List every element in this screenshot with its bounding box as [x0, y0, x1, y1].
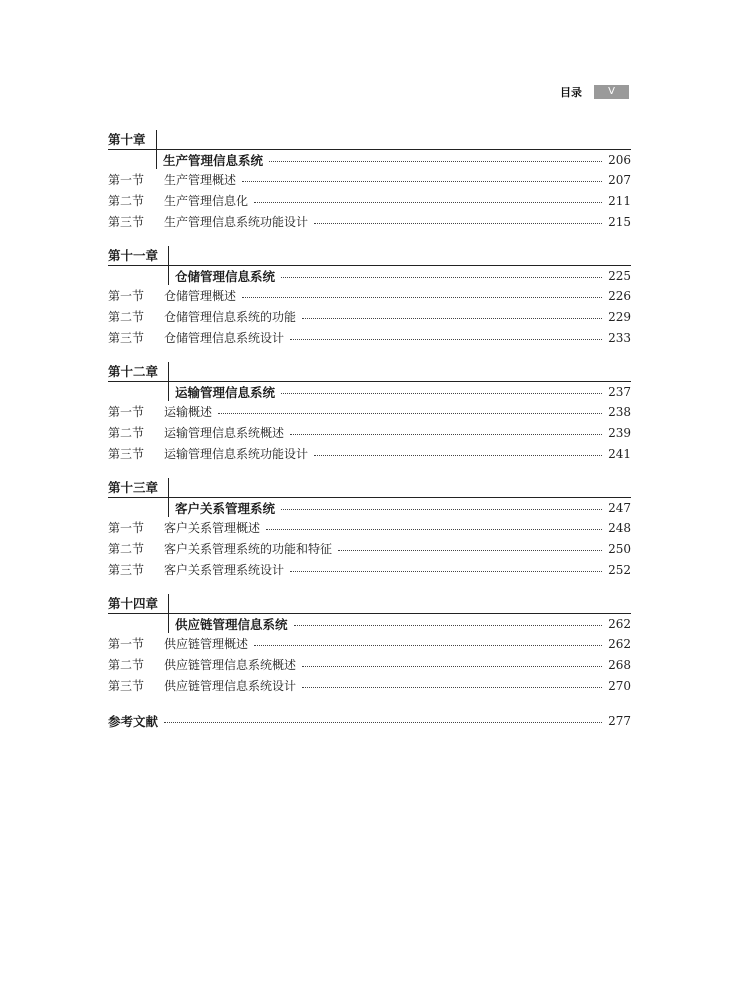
dot-leader — [218, 413, 602, 414]
section-page-number: 233 — [608, 330, 631, 345]
dot-leader — [269, 161, 602, 162]
section-title: 供应链管理概述 — [164, 637, 249, 651]
chapter-label: 第十一章 — [108, 246, 169, 265]
section-title: 供应链管理信息系统设计 — [164, 679, 297, 693]
section-page-number: 268 — [608, 657, 631, 672]
section-number: 第一节 — [108, 521, 145, 535]
section-page-number: 241 — [608, 446, 631, 461]
section-title: 客户关系管理系统设计 — [164, 563, 285, 577]
dot-leader — [254, 202, 602, 203]
section-page-number: 270 — [608, 678, 631, 693]
section-number: 第三节 — [108, 563, 145, 577]
chapter-title: 生产管理信息系统 — [163, 152, 264, 168]
chapter-page-number: 206 — [608, 152, 631, 167]
dot-leader — [314, 455, 602, 456]
section-title: 运输管理信息系统概述 — [164, 426, 285, 440]
section-row[interactable] — [108, 285, 631, 306]
section-number: 第一节 — [108, 637, 145, 651]
chapter-divider — [108, 150, 157, 169]
references-row[interactable] — [108, 710, 631, 731]
section-title: 生产管理信息系统功能设计 — [164, 215, 309, 229]
section-row[interactable] — [108, 306, 631, 327]
dot-leader — [294, 625, 603, 626]
section-page-number: 252 — [608, 562, 631, 577]
dot-leader — [338, 550, 602, 551]
dot-leader — [302, 318, 602, 319]
section-number: 第三节 — [108, 679, 145, 693]
section-row[interactable] — [108, 169, 631, 190]
section-page-number: 248 — [608, 520, 631, 535]
chapter-title-row[interactable] — [108, 149, 631, 169]
chapter-block — [108, 594, 631, 696]
dot-leader — [281, 509, 602, 510]
chapter-title-row[interactable] — [108, 265, 631, 285]
chapter-block — [108, 362, 631, 464]
section-row[interactable] — [108, 327, 631, 348]
chapter-title: 仓储管理信息系统 — [175, 268, 276, 284]
section-page-number: 229 — [608, 309, 631, 324]
section-row[interactable] — [108, 538, 631, 559]
section-number: 第三节 — [108, 331, 145, 345]
section-row[interactable] — [108, 633, 631, 654]
section-title: 生产管理信息化 — [164, 194, 249, 208]
chapter-label-row — [108, 478, 631, 497]
chapter-label-row — [108, 594, 631, 613]
table-of-contents — [108, 130, 631, 731]
section-number: 第二节 — [108, 658, 145, 672]
chapter-page-number: 262 — [608, 616, 631, 631]
section-page-number: 250 — [608, 541, 631, 556]
section-number: 第三节 — [108, 215, 145, 229]
section-number: 第二节 — [108, 426, 145, 440]
section-row[interactable] — [108, 517, 631, 538]
dot-leader — [290, 339, 602, 340]
running-header — [560, 84, 629, 99]
chapter-label: 第十三章 — [108, 478, 169, 497]
dot-leader — [242, 297, 602, 298]
section-title: 仓储管理信息系统的功能 — [164, 310, 297, 324]
header-label: 目录 — [560, 85, 582, 99]
chapter-title: 供应链管理信息系统 — [175, 616, 288, 632]
section-row[interactable] — [108, 443, 631, 464]
section-page-number: 226 — [608, 288, 631, 303]
chapter-title: 客户关系管理系统 — [175, 500, 276, 516]
section-title: 生产管理概述 — [164, 173, 237, 187]
section-page-number: 207 — [608, 172, 631, 187]
dot-leader — [281, 277, 602, 278]
section-title: 仓储管理概述 — [164, 289, 237, 303]
chapter-label-row — [108, 130, 631, 149]
chapter-label-row — [108, 362, 631, 381]
dot-leader — [281, 393, 602, 394]
section-title: 客户关系管理概述 — [164, 521, 261, 535]
chapter-divider — [108, 382, 169, 401]
chapter-label-row — [108, 246, 631, 265]
chapter-block — [108, 478, 631, 580]
chapter-label: 第十四章 — [108, 594, 169, 613]
chapter-title-row[interactable] — [108, 497, 631, 517]
section-number: 第三节 — [108, 447, 145, 461]
section-row[interactable] — [108, 654, 631, 675]
section-title: 客户关系管理系统的功能和特征 — [164, 542, 333, 556]
section-page-number: 238 — [608, 404, 631, 419]
section-title: 供应链管理信息系统概述 — [164, 658, 297, 672]
section-row[interactable] — [108, 559, 631, 580]
section-number: 第一节 — [108, 405, 145, 419]
section-number: 第一节 — [108, 173, 145, 187]
dot-leader — [290, 571, 602, 572]
chapter-title: 运输管理信息系统 — [175, 384, 276, 400]
section-title: 仓储管理信息系统设计 — [164, 331, 285, 345]
references-label: 参考文献 — [108, 713, 159, 729]
section-row[interactable] — [108, 422, 631, 443]
chapter-title-row[interactable] — [108, 381, 631, 401]
section-number: 第二节 — [108, 310, 145, 324]
section-number: 第一节 — [108, 289, 145, 303]
chapter-title-row[interactable] — [108, 613, 631, 633]
section-page-number: 211 — [608, 193, 631, 208]
chapter-page-number: 247 — [608, 500, 631, 515]
dot-leader — [242, 181, 602, 182]
chapter-divider — [108, 498, 169, 517]
section-page-number: 239 — [608, 425, 631, 440]
dot-leader — [314, 223, 602, 224]
chapter-divider — [108, 266, 169, 285]
header-page-number: V — [594, 85, 629, 99]
section-page-number: 215 — [608, 214, 631, 229]
dot-leader — [302, 666, 602, 667]
section-number: 第二节 — [108, 194, 145, 208]
chapter-label: 第十二章 — [108, 362, 169, 381]
dot-leader — [302, 687, 602, 688]
chapter-block — [108, 130, 631, 232]
chapter-page-number: 237 — [608, 384, 631, 399]
chapter-page-number: 225 — [608, 268, 631, 283]
section-page-number: 262 — [608, 636, 631, 651]
references-page-number: 277 — [608, 713, 631, 728]
section-row[interactable] — [108, 401, 631, 422]
dot-leader — [254, 645, 602, 646]
section-row[interactable] — [108, 211, 631, 232]
section-title: 运输概述 — [164, 405, 213, 419]
section-row[interactable] — [108, 190, 631, 211]
dot-leader — [266, 529, 602, 530]
dot-leader — [164, 722, 602, 723]
section-title: 运输管理信息系统功能设计 — [164, 447, 309, 461]
section-row[interactable] — [108, 675, 631, 696]
section-number: 第二节 — [108, 542, 145, 556]
chapter-block — [108, 246, 631, 348]
chapter-divider — [108, 614, 169, 633]
dot-leader — [290, 434, 602, 435]
chapter-label: 第十章 — [108, 130, 157, 149]
